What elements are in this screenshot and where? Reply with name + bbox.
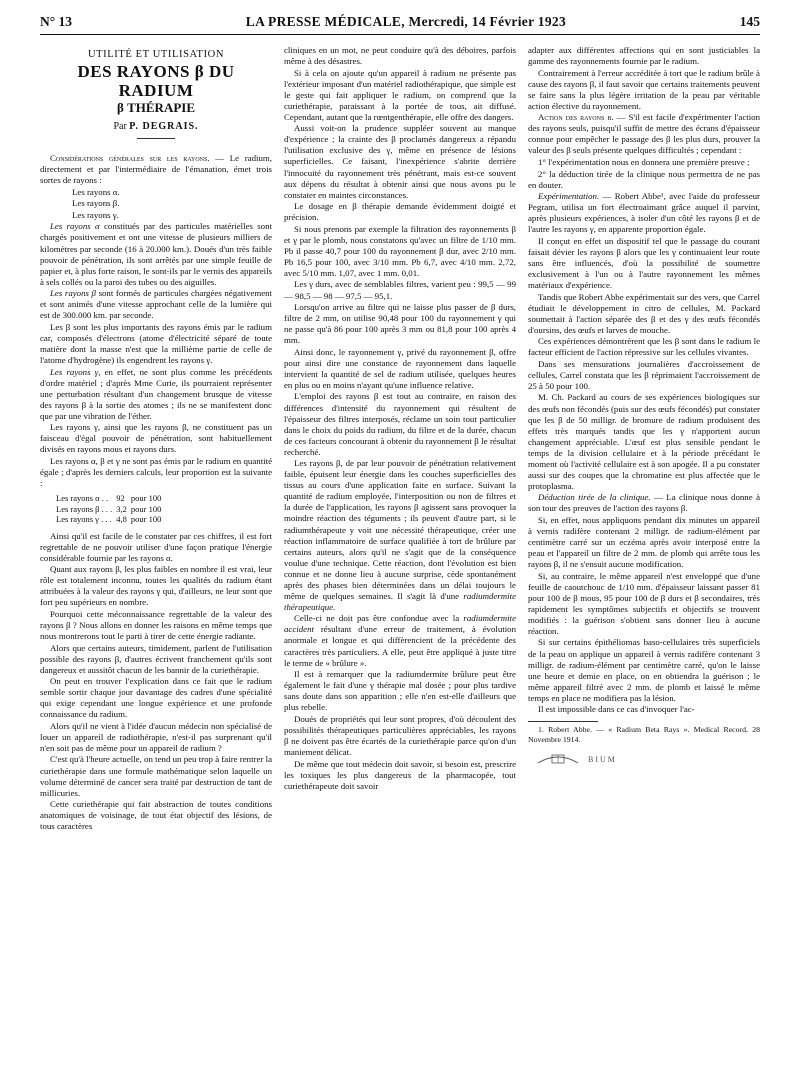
- article-columns: [40, 45, 760, 1065]
- paragraph: [284, 613, 516, 668]
- paragraph-text: Les rayons γ, ainsi que les rayons β, ne constituent pas un faisceau d'égal pouvoir de pénétration, sont habituellement divisés en rayons mous et rayons durs.: [40, 422, 272, 455]
- paragraph-text: S'il est facile d'expérimenter l'action des rayons seuls, puisqu'il suffit de mettre des écrans d'épaisseur connue pour empêcher le passage des β les plus durs, prouver la valeur des β seuls présente quelques difficultés ; cependant :: [528, 112, 760, 156]
- paragraph: [40, 322, 272, 366]
- paragraph-text: Dans ses mensurations journalières d'accroissement de cellules, Carrel constata que les β réprimaient l'accroissement de 25 à 50 pour 100.: [528, 358, 760, 391]
- italic-lead: Les rayons α: [50, 221, 100, 232]
- table-row: [56, 493, 165, 504]
- table-cell: Les rayons α . .: [56, 493, 109, 504]
- paragraph: [528, 571, 760, 637]
- paragraph-text: Pourquoi cette méconnaissance regrettable de la valeur des rayons β ? Nous allons en donner les raisons en même temps que nous montrerons tout le parti à tirer de cette énergie radiante.: [40, 608, 272, 641]
- paragraph: [284, 347, 516, 391]
- paragraph: [528, 515, 760, 570]
- paragraph-text: Si, en effet, nous appliquons pendant dix minutes un appareil à vernis radifère contenant 2 milligr. de radium-élément par centimètre carré sur un eczéma après avoir interposé entre la peau et l'appareil un filtre de 2 mm. de plomb qui arrête tous les rayons β, il ne s'ensuit aucune modification.: [528, 514, 760, 570]
- paragraph: [528, 157, 760, 168]
- table-cell: 3,2: [116, 503, 127, 514]
- paragraph-text: M. Ch. Packard au cours de ses expériences biologiques sur des œufs non fécondés (puis sur des œufs fécondés) put constater que les β de 50 milligr. de bromure de radium produisent des effets très marqués tandis que les γ n'apportent aucun changement appréciable. L'œuf est plus sensible pendant le temps de la division cellulaire et à la période précédant le moment où l'activité cellulaire est à son apogée. Il a pu constater aussi sur des coupes que la chromatine est plus affectée que le protoplasma.: [528, 392, 760, 491]
- paragraph-text: Aussi voit-on la prudence suppléer souvent au manque d'expérience ; la crainte des β proclamés dangereux a répandu l'utilisation exclusive des γ, même en présence de lésions superficielles. Ce faisant, l'inexpérience s'abrite derrière l'innocuité du rayonnement très pénétrant, mais est-ce souvent aux dépens du résultat à obtenir ainsi que nous avons pu le constater en maintes circonstances.: [284, 123, 516, 200]
- paragraph-text: Contrairement à l'erreur accréditée à tort que le radium brûle à cause des rayons β, il faut savoir que certains traitements peuvent se faire sans la plus légère irritation de la peau par véritable action élective du rayonnement.: [528, 67, 760, 111]
- italic-lead: Expérimentation.: [538, 191, 600, 202]
- ray-proportion-table: [56, 493, 165, 525]
- column-3: [528, 45, 760, 1065]
- footnote-divider: [528, 721, 598, 722]
- paragraph: [40, 288, 272, 321]
- paragraph: [40, 564, 272, 608]
- paragraph: [528, 45, 760, 67]
- table-cell: 92: [116, 493, 125, 504]
- column-1: [40, 45, 272, 1065]
- author-name: P. DEGRAIS.: [129, 121, 199, 133]
- paragraph: [528, 492, 760, 514]
- italic-lead: Les rayons γ,: [50, 366, 101, 377]
- stamp-label: BIUM: [588, 754, 617, 764]
- library-stamp: [532, 749, 760, 771]
- paragraph: [528, 68, 760, 112]
- paragraph: [40, 367, 272, 422]
- table-cell: pour 100: [130, 493, 162, 504]
- paragraph: [528, 191, 760, 235]
- paragraph: [40, 643, 272, 676]
- paragraph-text: Les rayons β, de par leur pouvoir de pénétration relativement faible, épuisent leur énergie dans les couches superficielles des tissus au cours d'une application faite en surface. Suivant la quantité de radium employée, l'interposition ou non de filtres et la durée de l'application, les rayons β agissent sans provoquer la moindre réaction des téguments ; ils peuvent d'autre part, si le radiumthérapeute y voit une nécessité thérapeutique, créer une réaction inflammatoire de surface qualifiée à tort de brûlure par certains auteurs, alors qu'il ne s'agit que de la conséquence voulue d'une technique. Cette réaction, dont l'évolution est bien connue et ne donne lieu à aucune surprise, cède spontanément après des phases bien déterminées dans un délai toujours le même de quelques semaines. Il s'agit là d'une: [284, 458, 516, 601]
- table-row: [56, 504, 165, 515]
- italic-lead: Les rayons β: [50, 288, 96, 299]
- paragraph-text: Doués de propriétés qui leur sont propres, d'où découlent des possibilités thérapeutiques particulières appréciables, les rayons β ne doivent pas être écartés de la curiethérapie parce qu'on d'un maniement délicat.: [284, 713, 516, 757]
- paragraph-text: 2° la déduction tirée de la clinique nous permettra de ne pas en douter.: [528, 168, 760, 190]
- paragraph: [40, 153, 272, 186]
- table-cell: 4,8: [116, 514, 127, 525]
- paragraph: [528, 112, 760, 156]
- paragraph-text: Si, au contraire, le même appareil n'est enveloppé que d'une feuille de caoutchouc de 1/10 mm. d'épaisseur laissant passer 81 pour 100 de β mous, 95 pour 100 de β durs et β secondaires, très rapidement les symptômes subjectifs et objectifs se trouvent modifiés : la guérison s'obtient sans donner lieu à aucune réaction.: [528, 570, 760, 636]
- paragraph: [528, 392, 760, 491]
- paragraph-text: Ainsi donc, le rayonnement γ, privé du rayonnement β, offre pour ainsi dire une constance de rayonnement dans laquelle intervient la quantité de sel de radium utilisée, quelques heures en plus ou en moins n'ayant qu'une influence relative.: [284, 346, 516, 390]
- paragraph: [284, 302, 516, 346]
- column-1-body: [40, 153, 272, 832]
- paragraph-text: sont formés de particules chargées négativement et sont animés d'une vitesse approchant celle de la lumière qui est de 300.000 km. par seconde.: [40, 288, 272, 321]
- paragraph: [40, 531, 272, 564]
- byline-prefix: Par: [113, 121, 127, 133]
- section-heading: Action des rayons β. —: [538, 112, 626, 123]
- running-head: [40, 14, 760, 35]
- paragraph-text: — La clinique nous donne à son tour des preuves de l'action des rayons β.: [528, 492, 760, 514]
- paragraph-text: Alors que certains auteurs, timidement, parlent de l'utilisation possible des rayons β, d'autres écrivent franchement qu'ils sont dangereux et aussitôt chacun de les bannir de la curiethérapie.: [40, 642, 272, 675]
- paragraph-text: On peut en trouver l'explication dans ce fait que le radium semble sortir chaque jour davantage des cadres d'une spécialité qui exige cependant une longue expérience et une profonde connaissance du radium.: [40, 676, 272, 720]
- paragraph: [528, 169, 760, 191]
- paragraph: [284, 45, 516, 67]
- paragraph: [284, 458, 516, 613]
- paragraph: [284, 68, 516, 123]
- paragraph-text: Il conçut en effet un dispositif tel que le passage du courant faisait dévier les rayons β alors que les γ continuaient leur route sans être influencés, d'où la possibilité de soumettre exclusivement à l'un ou à l'autre rayonnement les mêmes matériaux d'expérience.: [528, 235, 760, 290]
- paragraph-text: adapter aux différentes affections qui en sont justiciables la gamme des rayonnements fournie par le radium.: [528, 45, 760, 67]
- paragraph: [284, 201, 516, 223]
- paragraph-text: L'emploi des rayons β est tout au contraire, en raison des différences d'intensité du rayonnement qui résultent de l'épaisseur des filtres interposés, réclame un soin tout particulier dans le choix du poids du radium, du filtre et de la durée, chacun de ces facteurs concourant à obtenir du rayonnement β le résultat recherché.: [284, 391, 516, 457]
- paragraph-text: De même que tout médecin doit savoir, si besoin est, prescrire les toxiques les plus dangereux de la pharmacopée, tout curiethérapeute doit savoir: [284, 758, 516, 791]
- paragraph-text: Alors qu'il ne vient à l'idée d'aucun médecin non spécialisé de louer un appareil de radiothérapie, n'est-il pas surprenant qu'il n'en soit pas de même pour un appareil de radium ?: [40, 720, 272, 753]
- journal-title-date: LA PRESSE MÉDICALE, Mercredi, 14 Février 1923: [245, 14, 566, 29]
- paragraph-text: Cette curiethérapie qui fait abstraction de toutes conditions anatomiques de voisinage, de tout état objectif des lésions, de tous caractères: [40, 799, 272, 832]
- byline: [40, 121, 272, 132]
- paragraph: [528, 637, 760, 703]
- paragraph-text: Il est à remarquer que la radiumdermite brûlure peut être également le fait d'une γ thérapie mal dosée ; pour plus tardive sans doute dans son apparition ; elle n'en est-elle d'ailleurs que plus rebelle.: [284, 669, 516, 713]
- paragraph-text: Lorsqu'on arrive au filtre qui ne laisse plus passer de β durs, filtre de 2 mm, on utilise 90,48 pour 100 du rayonnement γ qui ne passe qu'à 86 pour 100 après 3 mm ou 81,8 pour 100 après 4 mm.: [284, 302, 516, 346]
- paragraph-text: Les β sont les plus importants des rayons émis par le radium car, composés d'électrons (atome d'électricité séparé de toute matière dont la masse n'est que la millième partie de celle de l'atome d'hydrogène) ils engendrent les rayons γ.: [40, 321, 272, 365]
- paragraph: [284, 714, 516, 758]
- paragraph: [528, 292, 760, 336]
- paragraph-text: Quant aux rayons β, les plus faibles en nombre il est vrai, leur rôle est totalement inconnu, toutes les qualités du radium étant attribuées à la valeur des rayons γ qui, d'ailleurs, ne leur sont que fort peu supérieurs en nombre.: [40, 564, 272, 608]
- article-kicker: UTILITÉ ET UTILISATION: [87, 49, 225, 60]
- table-cell: pour 100: [130, 514, 162, 525]
- paragraph-text: Ainsi qu'il est facile de le constater par ces chiffres, il est fort regrettable de ne pouvoir utiliser d'une façon pratique l'énergie considérable fournie par les rayons α.: [40, 530, 272, 563]
- paragraph-text: Celle-ci ne doit pas être confondue avec la: [294, 613, 464, 624]
- paragraph-text: en effet, ne sont plus comme les précédents d'ordre matériel ; d'après Mme Curie, ils pourraient représenter une perturbation résultant d'un changement brusque de vitesse des rayons β à la sortie des atomes ; ils ne se manifestent donc que par une vibration de l'éther.: [40, 366, 272, 421]
- paragraph: [528, 236, 760, 291]
- article-subtitle: β THÉRAPIE: [117, 100, 195, 116]
- table-cell: Les rayons β . . .: [56, 503, 113, 514]
- footnote: 1. Robert Abbe. — « Radium Beta Rays ». Medical Record, 28 Novembre 1914.: [528, 725, 760, 744]
- italic-lead: Déduction tirée de la clinique.: [538, 492, 651, 503]
- paragraph-text: résultant d'une erreur de traitement, à évolution anormale et longue et qui diffèrencient de la précédente des caractères très particuliers. A elle, peut être appliqué à juste titre le terme de « brûlure ».: [284, 624, 516, 668]
- paragraph: [284, 279, 516, 301]
- paragraph-text: Le dosage en β thérapie demande évidemment doigté et précision.: [284, 201, 516, 223]
- title-divider: [137, 138, 175, 139]
- paragraph-text: — Robert Abbe¹, avec l'aide du professeur Pegram, utilisa un fort électroaimant grâce auquel il parvint, après plusieurs expériences, à isoler d'un côté les rayons β et de l'autre les rayons γ, en apparente proportion égale.: [528, 191, 760, 235]
- page-number: 145: [739, 14, 760, 29]
- paragraph-text: cliniques en un mot, ne peut conduire qu'à des déboires, parfois même à des désastres.: [284, 45, 516, 67]
- table-row: [56, 514, 165, 525]
- italic-term: radiumdermite thérapeutique.: [284, 590, 516, 612]
- paragraph-text: Le radium, directement et par l'intermédiaire de l'émanation, émet trois sortes de rayons :: [40, 153, 272, 186]
- paragraph-text: Si sur certains épithéliomas baso-cellulaires très superficiels de la peau on applique un appareil à vernis radifère contenant 3 milligr. de radium-élément par centimètre carré, qu'on le laisse une heure et demie en place, on en obtiendra la guérison ; le même appareil filtré avec 2 mm. de plomb et laissé le même temps en place ne modifiera pas la lésion.: [528, 637, 760, 703]
- paragraph: [40, 221, 272, 287]
- issue-number: N° 13: [40, 14, 73, 29]
- paragraph: [40, 456, 272, 489]
- paragraph: [284, 669, 516, 713]
- paragraph: [284, 391, 516, 457]
- paragraph-text: Si nous prenons par exemple la filtration des rayonnements β et γ par le plomb, nous constatons qu'avec un filtre de 1/10 mm. Pb il passe 40,7 pour 100 du rayonnement β dur, avec 2/10 mm. Pb 16,5 pour 100, avec 3/10 mm. Pb 6,7, avec 4/10 mm. 2,72, avec 5/10 mm. 1,07, avec 1 mm. 0,01.: [284, 223, 516, 278]
- paragraph: [528, 336, 760, 358]
- paragraph-text: Tandis que Robert Abbe expérimentait sur des vers, que Carrel étudiait le développement in citro de cellules, M. Packard soumettait à l'action séparée des β et des γ des œufs fécondés d'oursins, des œufs et larves de mouche.: [528, 291, 760, 335]
- paragraph-text: constitués par des particules matérielles sont chargés positivement et ont une vitesse de plusieurs milliers de kilomètres par seconde (16 à 20.000 km.). Doués d'un très faible pouvoir de pénétration, ils sont arrêtés par une simple feuille de papier et, à plus forte raison, le sont-ils par le vernis des appareils à sels collés ou la paroi des tubes ou des aiguilles.: [40, 221, 272, 287]
- list-item: Les rayons α.: [72, 186, 120, 197]
- table-cell: Les rayons γ . . .: [56, 514, 112, 525]
- article-title: DES RAYONS β DU RADIUM: [77, 62, 235, 101]
- paragraph: [284, 759, 516, 792]
- column-2-body: [284, 45, 516, 792]
- paragraph: [528, 704, 760, 715]
- paragraph: [40, 676, 272, 720]
- section-heading: Considérations générales sur les rayons. —: [50, 153, 225, 164]
- paragraph-text: Si à cela on ajoute qu'un appareil à radium ne présente pas l'extérieur imposant d'un matériel radiothérapique, que simple est le geste qui fait appliquer le radium, on comprend que la curiethérapie, paraissant à la portée de tous, ait diffusé. Cependant, autant que la rœntgenthérapie, elle offre des dangers.: [284, 67, 516, 122]
- paragraph: [40, 422, 272, 455]
- column-3-body: [528, 45, 760, 715]
- paragraph: [528, 359, 760, 392]
- paragraph-text: Les γ durs, avec de semblables filtres, varient peu : 99,5 — 99 — 98,5 — 98 — 97,5 — 95,1.: [284, 279, 516, 301]
- paragraph-text: Les rayons α, β et γ ne sont pas émis par le radium en quantité égale ; d'après les derniers calculs, leur proportion est la suivante :: [40, 455, 272, 488]
- paragraph: [40, 754, 272, 798]
- table-cell: pour 100: [130, 503, 162, 514]
- paragraph-text: 1° l'expérimentation nous en donnera une première preuve ;: [538, 156, 750, 167]
- paragraph-text: C'est qu'à l'heure actuelle, on tend un peu trop à faire rentrer la curiethérapie dans une formule mathématique selon laquelle un volume déterminé de cancer sera traité par destruction de tant de millicuries.: [40, 754, 272, 798]
- bium-seal-icon: [532, 749, 584, 771]
- paragraph: [284, 224, 516, 279]
- paragraph-text: Il est impossible dans ce cas d'invoquer l'ac-: [538, 704, 695, 715]
- list-item: Les rayons γ.: [72, 209, 119, 220]
- paragraph: [40, 799, 272, 832]
- article-title-block: [40, 49, 272, 139]
- paragraph-text: Ces expériences démontrèrent que les β sont dans le radium le facteur efficient de l'action répressive sur les cellules vivantes.: [528, 336, 760, 358]
- paragraph: [284, 123, 516, 200]
- italic-term: radiumdermite accident: [284, 613, 516, 635]
- list-item: Les rayons β.: [72, 198, 120, 209]
- paragraph: [40, 609, 272, 642]
- column-2: [284, 45, 516, 1065]
- paragraph: [40, 721, 272, 754]
